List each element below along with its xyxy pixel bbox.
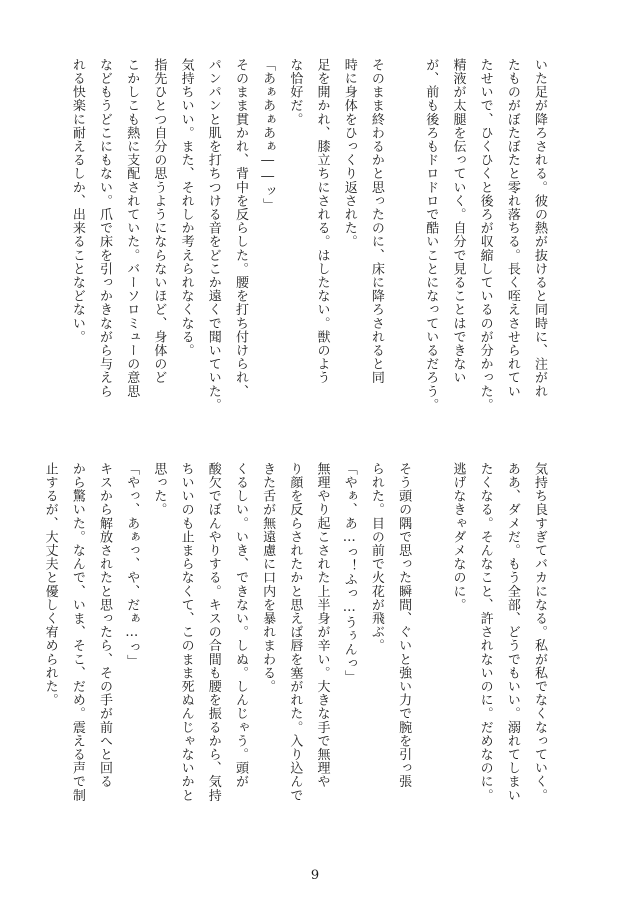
text-line: な恰好だ。 [287, 58, 303, 126]
dialogue-line: 「やっ、あぁっ、や、だぁ…っ」 [124, 462, 140, 668]
text-line: が、前も後ろもドロドロで酷いことになっているだろう。 [423, 58, 439, 412]
text-line: 酸欠でぼんやりする。キスの合間も腰を振るから、気持 [205, 462, 221, 802]
text-line: 思った。 [151, 462, 167, 517]
text-line: くるしい。いき、できない。しぬ。しんじゃう。頭が [232, 462, 248, 789]
text-line: そのまま貫かれ、背中を反らした。腰を打ち付けられ、 [232, 58, 248, 398]
text-line: 逃げなきゃダメなのに。 [450, 462, 466, 612]
text-line: から驚いた。なんで、いま、そこ、だめ。震える声で制 [69, 462, 85, 802]
text-line: り顔を反らされたかと思えば唇を塞がれた。入り込んで [287, 462, 303, 802]
text-line: たものがぼたぼたと零れ落ちる。長く咥えさせられてい [504, 58, 520, 398]
text-block-top [57, 58, 546, 412]
text-line: 気持ち良すぎてバカになる。私が私でなくなっていく。 [532, 462, 547, 802]
page-number: 9 [310, 868, 320, 883]
dialogue-line: 「あぁあぁあぁ――ッ」 [260, 58, 276, 212]
text-line: きた舌が無遠慮に口内を暴れまわる。 [260, 462, 276, 694]
dialogue-line: 「やぁ、あ…っ！ふっ…うぅんっ」 [341, 462, 357, 684]
text-line: 無理やり起こされた上半身が辛い。大きな手で無理や [314, 462, 330, 789]
text-line: そのまま終わるかと思ったのに、床に降ろされると同 [368, 58, 384, 385]
text-block-bottom [29, 462, 546, 802]
text-line: 時に身体をひっくり返された。 [341, 58, 357, 249]
text-line: などもうどこにもない。爪で床を引っかきながら与えら [97, 58, 112, 398]
text-line: 精液が太腿を伝っていく。自分で見ることはできない [450, 58, 466, 385]
text-line: たせいで、ひくひくと後ろが収縮しているのが分かった。 [477, 58, 493, 412]
text-line: 気持ちいい。また、それしか考えられなくなる。 [178, 58, 194, 358]
text-line: キスから解放されたと思ったら、その手が前へと回る [97, 462, 112, 789]
text-line: パンパンと肌を打ちつける音をどこか遠くで聞いていた。 [205, 58, 221, 412]
text-line: ああ、ダメだ。もう全部、どうでもいい。溺れてしまい [504, 462, 520, 802]
text-line: いた足が降ろされる。彼の熱が抜けると同時に、注がれ [532, 58, 547, 398]
text-line: 指先ひとつ自分の思うようにならないほど、身体のど [151, 58, 167, 385]
text-line: こかしこも熱に支配されていた。バーソロミューの意思 [124, 58, 140, 398]
text-line: 止するが、大丈夫と優しく宥められた。 [42, 462, 58, 707]
text-line: れる快楽に耐えるしか、出来ることなどない。 [69, 58, 85, 344]
text-line: られた。目の前で火花が飛ぶ。 [368, 462, 384, 653]
text-line: 足を開かれ、膝立ちにされる。はしたない。獣のよう [314, 58, 330, 385]
text-line: たくなる。そんなこと、許されないのに。だめなのに。 [477, 462, 493, 802]
text-line: ちいいのも止まらなくて、このまま死ぬんじゃないかと [178, 462, 194, 802]
text-line: そう頭の隅で思った瞬間、ぐいと強い力で腕を引っ張 [396, 462, 412, 789]
